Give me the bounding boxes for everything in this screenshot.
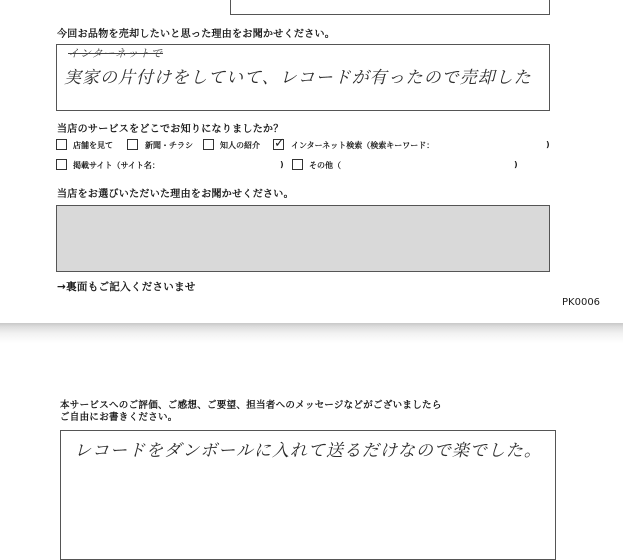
option-store-sign-label: 店舗を見て	[73, 141, 113, 150]
question-feedback-line2: ご自由にお書きください。	[60, 412, 178, 423]
checkbox-site[interactable]	[56, 159, 67, 170]
answer-box-why-chosen-redacted[interactable]	[56, 205, 550, 272]
back-side-note: →裏面もご記入くださいませ	[57, 281, 196, 293]
close-paren-site: )	[280, 160, 284, 169]
check-mark-icon: ✓	[274, 136, 285, 151]
crossed-out-answer: インターネットで	[68, 47, 164, 60]
form-page-back	[0, 343, 623, 540]
page-separator	[0, 323, 623, 343]
question-why-chosen: 当店をお選びいただいた理由をお聞かせください。	[57, 189, 294, 200]
form-code: PK0006	[562, 297, 601, 308]
close-paren-other: )	[514, 160, 518, 169]
question-reason-for-selling: 今回お品物を売却したいと思った理由をお聞かせください。	[57, 29, 336, 40]
question-how-found: 当店のサービスをどこでお知りになりましたか？	[57, 124, 284, 135]
handwritten-answer-reason: 実家の片付けをしていて、レコードが有ったので売却した	[64, 68, 532, 88]
option-friend-label: 知人の紹介	[220, 141, 260, 150]
option-other-label: その他（	[309, 161, 341, 170]
checkbox-friend[interactable]	[203, 139, 214, 150]
question-feedback-line1: 本サービスへのご評価、ご感想、ご要望、担当者へのメッセージなどがございましたら	[60, 400, 442, 411]
option-internet-label: インターネット検索（検索キーワード：	[291, 141, 435, 150]
handwritten-answer-feedback: レコードをダンボールに入れて送るだけなので楽でした。	[74, 441, 542, 461]
option-site-label: 掲載サイト（サイト名：	[73, 161, 160, 170]
checkbox-store-sign[interactable]	[56, 139, 67, 150]
option-newspaper-label: 新聞・チラシ	[145, 141, 193, 150]
checkbox-other[interactable]	[292, 159, 303, 170]
checkbox-newspaper[interactable]	[127, 139, 138, 150]
close-paren: )	[546, 140, 550, 149]
previous-answer-box	[230, 0, 550, 15]
